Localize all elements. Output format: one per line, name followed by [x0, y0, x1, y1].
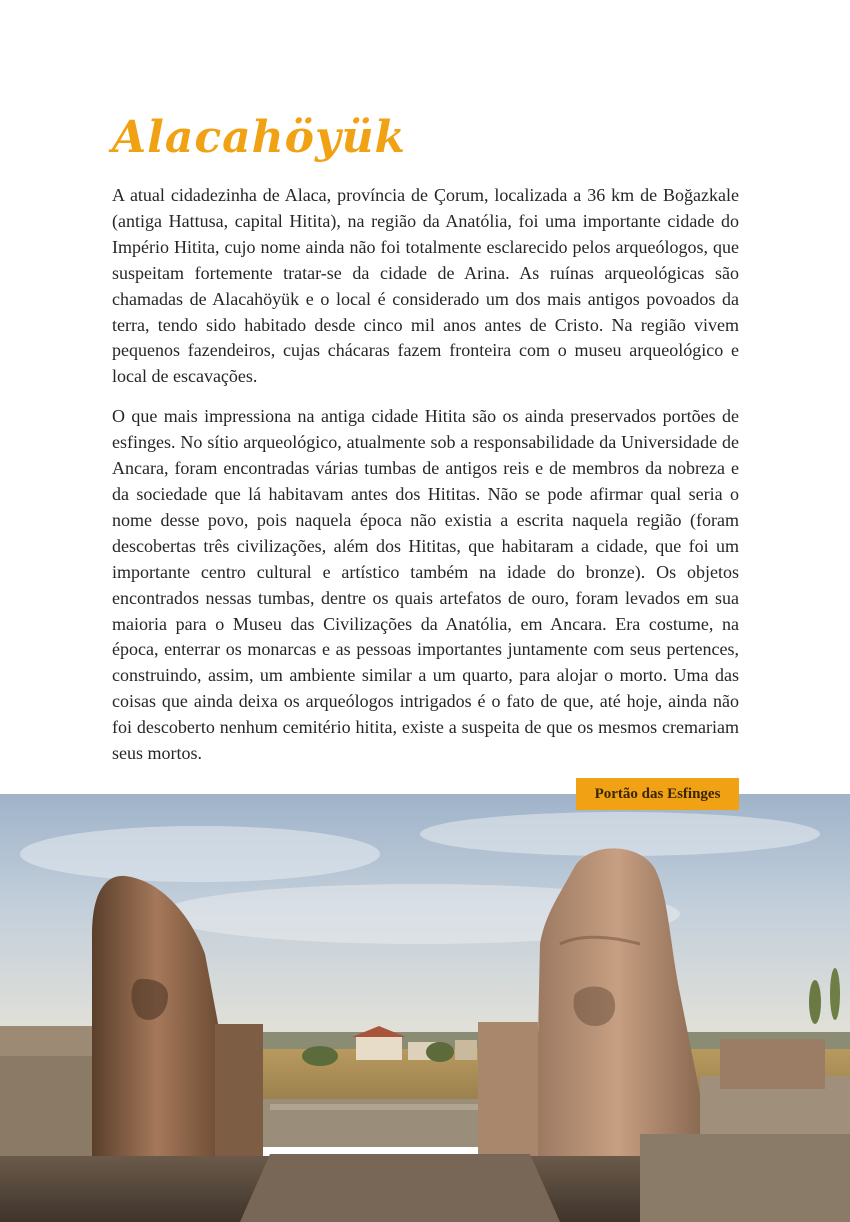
- paragraph: O que mais impressiona na antiga cidade Hitita são os ainda preservados portões de esfinges. No sítio arqueológico, atualmente sob a responsabilidade da Universidade de Ancara, foram encontradas várias tumbas de antigos reis e de membros da nobreza e da sociedade que lá habitavam antes dos Hititas. Não se pode afirmar qual seria o nome desse povo, pois naquela época não existia a escrita naquela região (foram descobertas três civilizações, além dos Hititas, que habitaram a cidade, que foi um importante centro cultural e artístico também na idade do bronze). Os objetos encontrados nessas tumbas, dentre os quais artefatos de ouro, foram levados em sua maioria para o Museu das Civilizações da Anatólia, em Ancara. Era costume, na época, enterrar os monarcas e as pessoas importantes juntamente com seus pertences, construindo, assim, um ambiente similar a um quarto, para alojar o morto. Uma das coisas que ainda deixa os arqueólogos intrigados é o fato de que, até hoje, ainda não foi descoberto nenhum cemitério hitita, existe a suspeita de que os mesmos cremariam seus mortos.: [112, 406, 739, 764]
- article-body: [112, 183, 739, 781]
- sphinx-gate-photo: [0, 794, 850, 1222]
- photo-caption: Portão das Esfinges: [576, 778, 739, 810]
- page-title: Alacahöyük: [112, 112, 407, 163]
- paragraph: A atual cidadezinha de Alaca, província de Çorum, localizada a 36 km de Boğazkale (antiga Hattusa, capital Hitita), na região da Anatólia, foi uma importante cidade do Império Hitita, cujo nome ainda não foi totalmente esclarecido pelos arqueólogos, que suspeitam fortemente tratar-se da cidade de Arina. As ruínas arqueológicas são chamadas de Alacahöyük e o local é considerado um dos mais antigos povoados da terra, tendo sido habitado desde cinco mil anos antes de Cristo. Na região vivem pequenos fazendeiros, cujas chácaras fazem fronteira com o museu arqueológico e local de escavações.: [112, 185, 739, 387]
